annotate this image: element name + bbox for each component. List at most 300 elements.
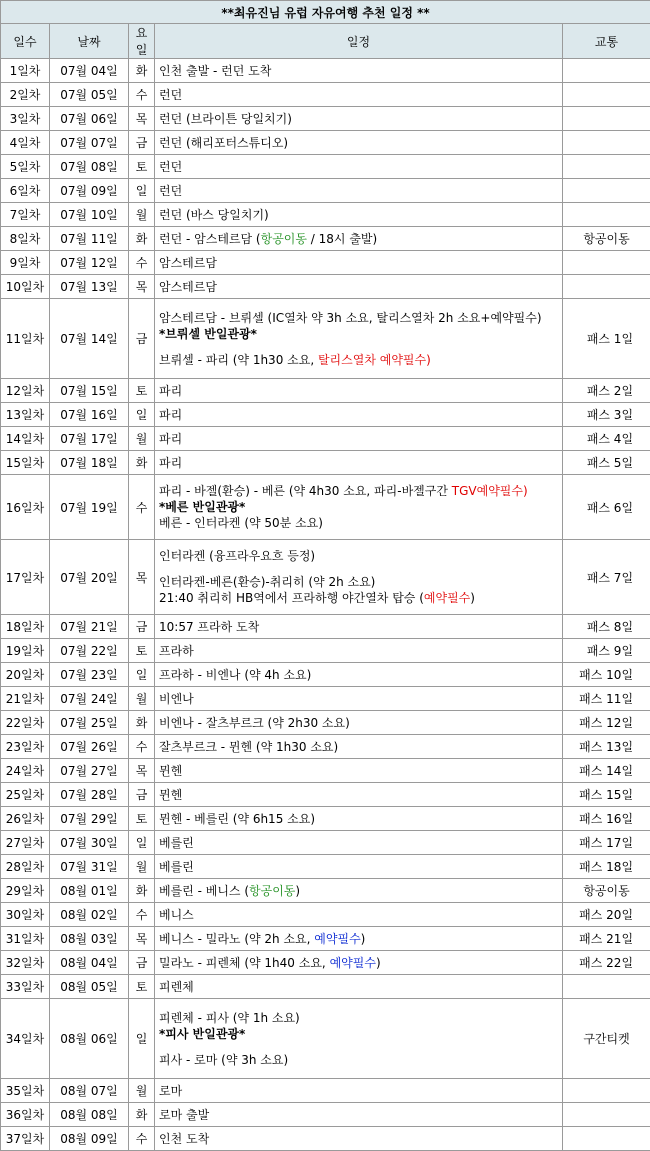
schedule-line — [159, 979, 559, 995]
transport-cell: 패스 4일 — [563, 427, 650, 451]
schedule-cell — [155, 783, 563, 807]
schedule-text: 인천 출발 - 런던 도착 — [159, 64, 271, 78]
schedule-line — [159, 691, 559, 707]
table-row — [1, 831, 650, 855]
day-cell: 14일차 — [1, 427, 50, 451]
day-cell: 15일차 — [1, 451, 50, 475]
schedule-text: 항공이동 — [261, 232, 307, 246]
table-row — [1, 639, 650, 663]
schedule-text: 암스테르담 - 브뤼셀 (IC열차 약 3h 소요, 탈리스열차 2h 소요+예약필수) — [159, 311, 542, 325]
transport-cell: 항공이동 — [563, 879, 650, 903]
schedule-text: 예약필수 — [314, 932, 360, 946]
day-cell: 32일차 — [1, 951, 50, 975]
transport-cell — [563, 203, 650, 227]
schedule-cell — [155, 975, 563, 999]
table-row — [1, 855, 650, 879]
schedule-text: 로마 출발 — [159, 1108, 209, 1122]
schedule-text: 런던 (브라이튼 당일치기) — [159, 112, 292, 126]
schedule-text: ) — [376, 956, 381, 970]
date-cell: 07월 28일 — [50, 783, 129, 807]
schedule-text: 암스테르담 — [159, 256, 217, 270]
schedule-line — [159, 835, 559, 851]
weekday-cell: 금 — [129, 131, 155, 155]
weekday-cell: 수 — [129, 251, 155, 275]
schedule-text: 베를린 — [159, 836, 194, 850]
schedule-line — [159, 407, 559, 423]
table-row — [1, 451, 650, 475]
schedule-cell — [155, 615, 563, 639]
schedule-text: 뮌헨 — [159, 788, 182, 802]
day-cell: 25일차 — [1, 783, 50, 807]
schedule-text: 10:57 프라하 도착 — [159, 620, 259, 634]
weekday-cell: 금 — [129, 299, 155, 379]
schedule-line — [159, 715, 559, 731]
header-row — [1, 24, 650, 59]
schedule-line — [159, 1042, 559, 1052]
weekday-cell: 수 — [129, 1127, 155, 1151]
transport-cell: 패스 15일 — [563, 783, 650, 807]
header-date: 날짜 — [50, 24, 129, 59]
schedule-line — [159, 352, 559, 368]
day-cell: 28일차 — [1, 855, 50, 879]
schedule-text: ) — [470, 591, 475, 605]
schedule-cell — [155, 831, 563, 855]
itinerary-body — [1, 1, 650, 1151]
header-schedule: 일정 — [155, 24, 563, 59]
transport-cell: 패스 6일 — [563, 475, 650, 540]
transport-cell: 패스 18일 — [563, 855, 650, 879]
table-row — [1, 903, 650, 927]
transport-cell: 패스 17일 — [563, 831, 650, 855]
day-cell: 23일차 — [1, 735, 50, 759]
schedule-cell — [155, 1103, 563, 1127]
date-cell: 08월 01일 — [50, 879, 129, 903]
day-cell: 37일차 — [1, 1127, 50, 1151]
table-row — [1, 83, 650, 107]
weekday-cell: 목 — [129, 540, 155, 615]
schedule-line — [159, 159, 559, 175]
schedule-cell — [155, 879, 563, 903]
date-cell: 07월 27일 — [50, 759, 129, 783]
schedule-text: 런던 - 암스테르담 ( — [159, 232, 261, 246]
schedule-cell — [155, 403, 563, 427]
schedule-text: 피사 - 로마 (약 3h 소요) — [159, 1053, 288, 1067]
weekday-cell: 일 — [129, 831, 155, 855]
date-cell: 07월 04일 — [50, 59, 129, 83]
transport-cell — [563, 1103, 650, 1127]
schedule-line — [159, 787, 559, 803]
schedule-text: ) — [295, 884, 300, 898]
transport-cell — [563, 59, 650, 83]
schedule-text: 파리 - 바젤(환승) - 베른 (약 4h30 소요, 파리-바젤구간 — [159, 484, 452, 498]
schedule-cell — [155, 540, 563, 615]
schedule-text: 베니스 - 밀라노 (약 2h 소요, — [159, 932, 314, 946]
table-row — [1, 1127, 650, 1151]
transport-cell: 패스 12일 — [563, 711, 650, 735]
schedule-cell — [155, 639, 563, 663]
schedule-cell — [155, 379, 563, 403]
schedule-text: 파리 — [159, 384, 182, 398]
schedule-text: *베른 반일관광* — [159, 500, 245, 514]
schedule-line — [159, 574, 559, 590]
day-cell: 12일차 — [1, 379, 50, 403]
date-cell: 07월 11일 — [50, 227, 129, 251]
weekday-cell: 목 — [129, 759, 155, 783]
date-cell: 07월 15일 — [50, 379, 129, 403]
day-cell: 18일차 — [1, 615, 50, 639]
day-cell: 27일차 — [1, 831, 50, 855]
weekday-cell: 화 — [129, 711, 155, 735]
schedule-line — [159, 183, 559, 199]
schedule-cell — [155, 903, 563, 927]
weekday-cell: 수 — [129, 475, 155, 540]
table-row — [1, 203, 650, 227]
transport-cell: 패스 21일 — [563, 927, 650, 951]
transport-cell — [563, 251, 650, 275]
schedule-cell — [155, 475, 563, 540]
table-row — [1, 131, 650, 155]
transport-cell: 패스 14일 — [563, 759, 650, 783]
day-cell: 10일차 — [1, 275, 50, 299]
transport-cell: 패스 13일 — [563, 735, 650, 759]
schedule-line — [159, 1052, 559, 1068]
transport-cell: 패스 2일 — [563, 379, 650, 403]
schedule-line — [159, 763, 559, 779]
page-title: **최유진님 유럽 자유여행 추천 일정 ** — [1, 1, 650, 24]
schedule-text: 베른 - 인터라켄 (약 50분 소요) — [159, 516, 323, 530]
transport-cell: 패스 20일 — [563, 903, 650, 927]
table-row — [1, 615, 650, 639]
schedule-text: 항공이동 — [249, 884, 295, 898]
day-cell: 35일차 — [1, 1079, 50, 1103]
schedule-line — [159, 590, 559, 606]
transport-cell: 패스 22일 — [563, 951, 650, 975]
schedule-line — [159, 619, 559, 635]
day-cell: 1일차 — [1, 59, 50, 83]
schedule-cell — [155, 759, 563, 783]
table-row — [1, 251, 650, 275]
date-cell: 08월 04일 — [50, 951, 129, 975]
weekday-cell: 월 — [129, 427, 155, 451]
schedule-line — [159, 1010, 559, 1026]
table-row — [1, 179, 650, 203]
date-cell: 07월 26일 — [50, 735, 129, 759]
table-row — [1, 735, 650, 759]
transport-cell — [563, 155, 650, 179]
table-row — [1, 807, 650, 831]
schedule-line — [159, 310, 559, 326]
weekday-cell: 수 — [129, 83, 155, 107]
day-cell: 6일차 — [1, 179, 50, 203]
day-cell: 5일차 — [1, 155, 50, 179]
date-cell: 08월 08일 — [50, 1103, 129, 1127]
schedule-text: 뮌헨 - 베를린 (약 6h15 소요) — [159, 812, 315, 826]
transport-cell: 패스 16일 — [563, 807, 650, 831]
date-cell: 07월 24일 — [50, 687, 129, 711]
schedule-text: 피렌체 — [159, 980, 194, 994]
schedule-line — [159, 383, 559, 399]
schedule-cell — [155, 855, 563, 879]
transport-cell — [563, 107, 650, 131]
day-cell: 29일차 — [1, 879, 50, 903]
transport-cell: 항공이동 — [563, 227, 650, 251]
transport-cell: 패스 5일 — [563, 451, 650, 475]
date-cell: 07월 14일 — [50, 299, 129, 379]
transport-cell: 패스 1일 — [563, 299, 650, 379]
schedule-text: 런던 (해리포터스튜디오) — [159, 136, 288, 150]
transport-cell: 패스 3일 — [563, 403, 650, 427]
schedule-line — [159, 326, 559, 342]
table-row — [1, 759, 650, 783]
schedule-text: 인천 도착 — [159, 1132, 209, 1146]
schedule-text: 런던 — [159, 184, 182, 198]
schedule-cell — [155, 807, 563, 831]
weekday-cell: 토 — [129, 807, 155, 831]
transport-cell: 패스 7일 — [563, 540, 650, 615]
weekday-cell: 수 — [129, 903, 155, 927]
date-cell: 08월 05일 — [50, 975, 129, 999]
schedule-line — [159, 455, 559, 471]
schedule-line — [159, 955, 559, 971]
date-cell: 07월 13일 — [50, 275, 129, 299]
transport-cell — [563, 1127, 650, 1151]
schedule-cell — [155, 107, 563, 131]
day-cell: 34일차 — [1, 999, 50, 1079]
table-row — [1, 975, 650, 999]
schedule-cell — [155, 203, 563, 227]
transport-cell: 패스 8일 — [563, 615, 650, 639]
schedule-line — [159, 255, 559, 271]
day-cell: 20일차 — [1, 663, 50, 687]
schedule-line — [159, 564, 559, 574]
schedule-cell — [155, 451, 563, 475]
date-cell: 08월 07일 — [50, 1079, 129, 1103]
schedule-cell — [155, 951, 563, 975]
weekday-cell: 일 — [129, 403, 155, 427]
schedule-cell — [155, 275, 563, 299]
schedule-text: *브뤼셀 반일관광* — [159, 327, 257, 341]
schedule-text: 브뤼셀 - 파리 (약 1h30 소요, — [159, 353, 318, 367]
schedule-cell — [155, 299, 563, 379]
schedule-text: 프라하 — [159, 644, 194, 658]
schedule-line — [159, 667, 559, 683]
weekday-cell: 월 — [129, 1079, 155, 1103]
day-cell: 8일차 — [1, 227, 50, 251]
date-cell: 07월 21일 — [50, 615, 129, 639]
schedule-text: 베를린 — [159, 860, 194, 874]
date-cell: 07월 08일 — [50, 155, 129, 179]
date-cell: 07월 10일 — [50, 203, 129, 227]
date-cell: 07월 06일 — [50, 107, 129, 131]
date-cell: 08월 03일 — [50, 927, 129, 951]
weekday-cell: 목 — [129, 107, 155, 131]
schedule-cell — [155, 1127, 563, 1151]
day-cell: 2일차 — [1, 83, 50, 107]
day-cell: 4일차 — [1, 131, 50, 155]
schedule-text: 런던 — [159, 88, 182, 102]
schedule-cell — [155, 1079, 563, 1103]
schedule-line — [159, 811, 559, 827]
schedule-line — [159, 859, 559, 875]
date-cell: 07월 22일 — [50, 639, 129, 663]
table-row — [1, 927, 650, 951]
table-row — [1, 427, 650, 451]
table-row — [1, 687, 650, 711]
day-cell: 11일차 — [1, 299, 50, 379]
schedule-text: 프라하 - 비엔나 (약 4h 소요) — [159, 668, 311, 682]
schedule-text: 21:40 취리히 HB역에서 프라하행 야간열차 탑승 ( — [159, 591, 424, 605]
schedule-text: 비엔나 — [159, 692, 194, 706]
schedule-line — [159, 207, 559, 223]
transport-cell — [563, 131, 650, 155]
schedule-text: 런던 (바스 당일치기) — [159, 208, 269, 222]
table-row — [1, 475, 650, 540]
schedule-line — [159, 111, 559, 127]
weekday-cell: 금 — [129, 615, 155, 639]
table-row — [1, 403, 650, 427]
date-cell: 07월 16일 — [50, 403, 129, 427]
table-row — [1, 107, 650, 131]
schedule-line — [159, 431, 559, 447]
weekday-cell: 화 — [129, 879, 155, 903]
weekday-cell: 화 — [129, 451, 155, 475]
day-cell: 24일차 — [1, 759, 50, 783]
date-cell: 07월 25일 — [50, 711, 129, 735]
date-cell: 07월 18일 — [50, 451, 129, 475]
weekday-cell: 일 — [129, 179, 155, 203]
weekday-cell: 토 — [129, 975, 155, 999]
weekday-cell: 수 — [129, 735, 155, 759]
header-weekday: 요일 — [129, 24, 155, 59]
table-row — [1, 59, 650, 83]
schedule-line — [159, 499, 559, 515]
schedule-cell — [155, 663, 563, 687]
table-row — [1, 155, 650, 179]
weekday-cell: 월 — [129, 687, 155, 711]
day-cell: 17일차 — [1, 540, 50, 615]
schedule-text: 인터라켄 (융프라우요흐 등정) — [159, 549, 315, 563]
schedule-cell — [155, 687, 563, 711]
date-cell: 08월 06일 — [50, 999, 129, 1079]
schedule-text: 암스테르담 — [159, 280, 217, 294]
schedule-cell — [155, 83, 563, 107]
transport-cell — [563, 975, 650, 999]
weekday-cell: 토 — [129, 379, 155, 403]
schedule-line — [159, 1131, 559, 1147]
table-row — [1, 879, 650, 903]
weekday-cell: 목 — [129, 927, 155, 951]
schedule-text: 비엔나 - 잘츠부르크 (약 2h30 소요) — [159, 716, 350, 730]
date-cell: 07월 29일 — [50, 807, 129, 831]
day-cell: 19일차 — [1, 639, 50, 663]
schedule-text: 로마 — [159, 1084, 182, 1098]
transport-cell — [563, 275, 650, 299]
transport-cell — [563, 83, 650, 107]
schedule-text: 베를린 - 베니스 ( — [159, 884, 249, 898]
table-row — [1, 663, 650, 687]
schedule-text: 인터라켄-베른(환승)-취리히 (약 2h 소요) — [159, 575, 375, 589]
weekday-cell: 월 — [129, 855, 155, 879]
schedule-cell — [155, 59, 563, 83]
weekday-cell: 화 — [129, 59, 155, 83]
transport-cell: 구간티켓 — [563, 999, 650, 1079]
schedule-line — [159, 1083, 559, 1099]
weekday-cell: 금 — [129, 951, 155, 975]
schedule-cell — [155, 155, 563, 179]
table-row — [1, 299, 650, 379]
schedule-line — [159, 515, 559, 531]
date-cell: 07월 19일 — [50, 475, 129, 540]
day-cell: 16일차 — [1, 475, 50, 540]
schedule-line — [159, 135, 559, 151]
schedule-line — [159, 907, 559, 923]
day-cell: 21일차 — [1, 687, 50, 711]
weekday-cell: 화 — [129, 227, 155, 251]
weekday-cell: 월 — [129, 203, 155, 227]
schedule-text: 파리 — [159, 432, 182, 446]
table-row — [1, 540, 650, 615]
day-cell: 3일차 — [1, 107, 50, 131]
schedule-line — [159, 548, 559, 564]
schedule-line — [159, 1107, 559, 1123]
date-cell: 08월 09일 — [50, 1127, 129, 1151]
date-cell: 08월 02일 — [50, 903, 129, 927]
schedule-text: 뮌헨 — [159, 764, 182, 778]
transport-cell — [563, 1079, 650, 1103]
schedule-line — [159, 483, 559, 499]
day-cell: 22일차 — [1, 711, 50, 735]
schedule-text: *피사 반일관광* — [159, 1027, 245, 1041]
schedule-cell — [155, 179, 563, 203]
table-row — [1, 783, 650, 807]
schedule-line — [159, 1026, 559, 1042]
schedule-cell — [155, 131, 563, 155]
schedule-text: 베니스 — [159, 908, 194, 922]
weekday-cell: 일 — [129, 663, 155, 687]
weekday-cell: 토 — [129, 155, 155, 179]
schedule-text: 파리 — [159, 456, 182, 470]
day-cell: 31일차 — [1, 927, 50, 951]
schedule-text: TGV예약필수) — [452, 484, 528, 498]
schedule-text: ) — [361, 932, 366, 946]
day-cell: 30일차 — [1, 903, 50, 927]
schedule-line — [159, 87, 559, 103]
date-cell: 07월 20일 — [50, 540, 129, 615]
schedule-line — [159, 739, 559, 755]
transport-cell: 패스 9일 — [563, 639, 650, 663]
schedule-line — [159, 279, 559, 295]
schedule-line — [159, 342, 559, 352]
day-cell: 13일차 — [1, 403, 50, 427]
schedule-text: 예약필수 — [330, 956, 376, 970]
table-row — [1, 275, 650, 299]
schedule-cell — [155, 227, 563, 251]
schedule-line — [159, 643, 559, 659]
table-row — [1, 1103, 650, 1127]
day-cell: 33일차 — [1, 975, 50, 999]
schedule-text: 밀라노 - 피렌체 (약 1h40 소요, — [159, 956, 330, 970]
schedule-cell — [155, 711, 563, 735]
date-cell: 07월 09일 — [50, 179, 129, 203]
weekday-cell: 금 — [129, 783, 155, 807]
schedule-text: 파리 — [159, 408, 182, 422]
table-row — [1, 999, 650, 1079]
transport-cell: 패스 11일 — [563, 687, 650, 711]
date-cell: 07월 30일 — [50, 831, 129, 855]
weekday-cell: 화 — [129, 1103, 155, 1127]
table-row — [1, 1079, 650, 1103]
day-cell: 9일차 — [1, 251, 50, 275]
